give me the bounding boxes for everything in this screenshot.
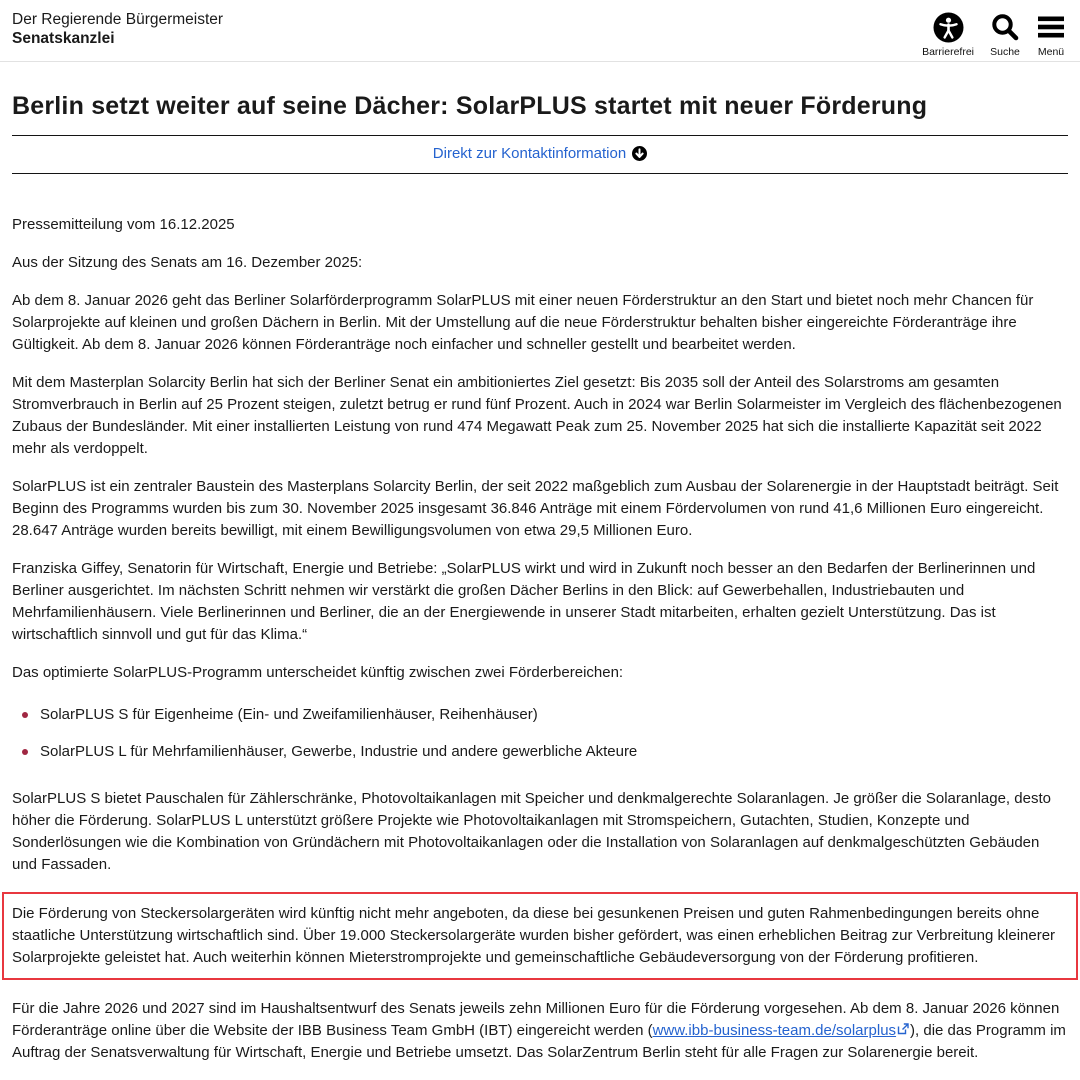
menu-button[interactable] [1036, 10, 1066, 58]
paragraph-steckersolar: Die Förderung von Steckersolargeräten wird künftig nicht mehr angeboten, da diese bei gesunkenen Preisen und guten Rahmenbedingungen bereits ohne staatliche Unterstützung wirtschaftlich sind. Über 19.000 Steckersolargeräte wurden bisher gefördert, was einen erheblichen Beitrag zur Verbreitung kleinerer Solarprojekte geleistet hat. Auch weiterhin können Mieterstromprojekte und gemeinschaftliche Gebäudeversorgung von der Förderung profitieren. [12, 905, 1056, 966]
search-button[interactable] [990, 10, 1020, 58]
article-body [12, 174, 1068, 1064]
site-header [0, 0, 1080, 62]
contact-jump-link[interactable] [433, 145, 647, 162]
site-branding-line1: Der Regierende Bürgermeister [12, 11, 224, 28]
paragraph-program-stats: SolarPLUS ist ein zentraler Baustein des Masterplans Solarcity Berlin, der seit 2022 maßgeblich zum Ausbau der Solarenergie in der Hauptstadt beiträgt. Seit Beginn des Programms wurden bis zum 30. November 2025 insgesamt 36.846 Anträge mit einem Fördervolumen von rund 41,6 Millionen Euro eingereicht. 28.647 Anträge wurden bereits bewilligt, mit einem Bewilligungsvolumen von etwa 29,5 Millionen Euro. [12, 478, 1059, 539]
search-label: Suche [990, 46, 1020, 58]
list-item-solarplus-s: SolarPLUS S für Eigenheime (Ein- und Zweifamilienhäuser, Reihenhäuser) [22, 700, 1068, 729]
highlight-annotation-box [2, 892, 1078, 980]
closing-text-after-link: ), die das Programm im Auftrag der Senatsverwaltung für Wirtschaft, Energie und Betriebe umsetzt. Das SolarZentrum Berlin steht für alle Fragen zur Solarenergie bereit. [12, 1022, 1066, 1061]
jump-down-icon [632, 146, 647, 161]
paragraph-intro: Ab dem 8. Januar 2026 geht das Berliner Solarförderprogramm SolarPLUS mit einer neuen Förderstruktur an den Start und bietet noch mehr Chancen für Solarprojekte auf kleinen und großen Dächern in Berlin. Mit der Umstellung auf die neue Förderstruktur behalten bisher eingereichte Förderanträge ihre Gültigkeit. Ab dem 8. Januar 2026 können Förderanträge noch einfacher und schneller gestellt und bearbeitet werden. [12, 292, 1034, 353]
main-content [0, 92, 1080, 1064]
list-item-solarplus-l: SolarPLUS L für Mehrfamilienhäuser, Gewerbe, Industrie und andere gewerbliche Akteure [22, 737, 1068, 766]
jump-link-row [12, 136, 1068, 173]
accessibility-label: Barrierefrei [922, 46, 974, 58]
senate-session-line: Aus der Sitzung des Senats am 16. Dezember 2025: [12, 254, 363, 271]
site-branding-line2: Senatskanzlei [12, 30, 115, 48]
contact-jump-link-label: Direkt zur Kontaktinformation [432, 145, 627, 162]
site-branding[interactable] [12, 10, 223, 49]
funding-list [12, 700, 1068, 766]
external-link-icon [897, 1020, 909, 1042]
menu-label: Menü [1037, 46, 1065, 58]
paragraph-program-details: SolarPLUS S bietet Pauschalen für Zählerschränke, Photovoltaikanlagen mit Speicher und denkmalgerechte Solaranlagen. Je größer die Solaranlage, desto höher die Förderung. SolarPLUS L unterstützt größere Projekte wie Photovoltaikanlagen mit Stromspeichern, Gutachten, Studien, Konzepte und Sonderlösungen wie die Kombination von Gründächern mit Photovoltaikanlagen oder die Installation von Solaranlagen auf denkmalgeschützten Gebäuden und Fassaden. [12, 790, 1051, 873]
paragraph-closing [12, 998, 1068, 1064]
press-release-date: Pressemitteilung vom 16.12.2025 [12, 216, 235, 233]
funding-list-intro: Das optimierte SolarPLUS-Programm unterscheidet künftig zwischen zwei Förderbereichen: [12, 664, 624, 681]
header-nav [922, 10, 1066, 58]
closing-text-before-link: Für die Jahre 2026 und 2027 sind im Haushaltsentwurf des Senats jeweils zehn Millionen Euro für die Förderung vorgesehen. Ab dem 8. Januar 2026 können Förderanträge online über die Website der IBB Business Team GmbH (IBT) eingereicht werden ( [12, 1000, 1060, 1039]
menu-icon [1036, 10, 1066, 44]
paragraph-quote-giffey: Franziska Giffey, Senatorin für Wirtschaft, Energie und Betriebe: „SolarPLUS wirkt und wird in Zukunft noch besser an den Bedarfen der Berlinerinnen und Berliner ausgerichtet. Im nächsten Schritt nehmen wir verstärkt die großen Dächer Berlins in den Blick: auf Gewerbehallen, Industriebauten und Mehrfamilienhäusern. Viele Berlinerinnen und Berliner, die an der Energiewende in unserer Stadt mitarbeiten, erhalten gezielt Unterstützung. Das ist wirtschaftlich sinnvoll und gut für das Klima.“ [12, 560, 1036, 643]
accessibility-icon [932, 10, 965, 44]
paragraph-masterplan: Mit dem Masterplan Solarcity Berlin hat sich der Berliner Senat ein ambitioniertes Ziel gesetzt: Bis 2035 soll der Anteil des Solarstroms am gesamten Stromverbrauch in Berlin auf 25 Prozent steigen, zuletzt betrug er rund fünf Prozent. Auch in 2024 war Berlin Solarmeister im Vergleich des flächenbezogenen Zubaus der Bundesländer. Mit einer installierten Leistung von rund 474 Megawatt Peak zum 25. November 2025 hat sich die installierte Kapazität seit 2022 mehr als verdoppelt. [12, 374, 1062, 457]
search-icon [990, 10, 1020, 44]
ibb-website-link[interactable]: www.ibb-business-team.de/solarplus [652, 1022, 897, 1039]
page-title: Berlin setzt weiter auf seine Dächer: SolarPLUS startet mit neuer Förderung [12, 92, 928, 120]
accessibility-button[interactable] [922, 10, 974, 58]
